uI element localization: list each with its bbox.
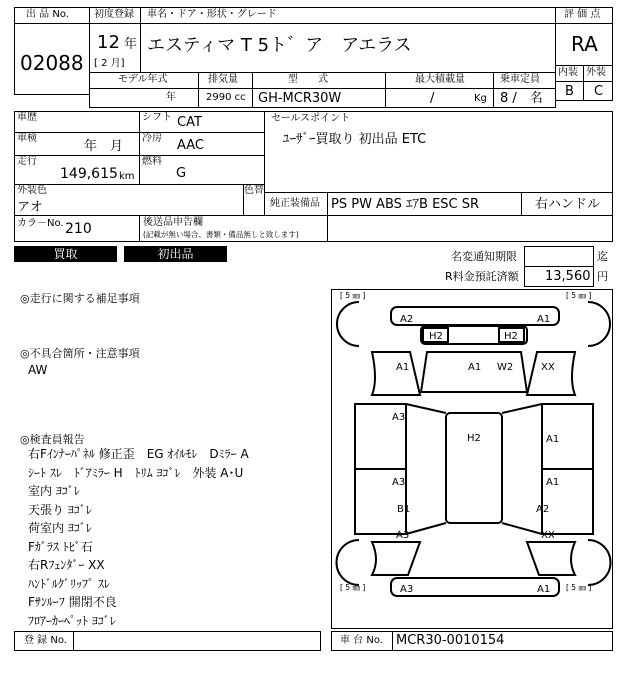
mark-rear-bumper-left: A3 [400,584,414,595]
fuel: G [176,166,187,181]
displacement: 2990 cc [206,92,246,103]
wheel-arc-icon [337,302,359,346]
mark-front-door-right: A1 [546,434,560,445]
sales-point-label: セールスポイント [271,113,351,124]
mark-roof: H2 [467,433,481,444]
defects: AW [28,363,48,377]
year-unit: 年 [124,37,138,52]
lot-no-label: 出 品 No. [26,9,69,20]
reg-no-label: 登 録 No. [24,635,67,646]
shift: CAT [177,115,202,130]
inspector-line: ﾌﾛｱｰｶｰﾍﾟｯﾄ ﾖｺﾞﾚ [28,613,116,628]
car-name: エスティマ T 5ト゛ア アエラス [147,35,412,56]
ac: AAC [177,138,204,153]
front-bumper [391,307,559,325]
inspector-line: ﾊﾝﾄﾞﾙｸﾞﾘｯﾌﾟ ｽﾚ [28,576,110,591]
rear-fender-right [527,542,575,575]
inspection-value: 年 月 [84,139,124,154]
mark-windshield: W2 [497,362,514,373]
exterior-label: 外装 [586,67,606,78]
inspector-line: 室内 ﾖｺﾞﾚ [28,484,80,498]
mark-rear-bumper-right: A1 [537,584,551,595]
inspector-line: 右Rﾌｪﾝﾀﾞｰ XX [28,558,105,572]
car-diagram [331,289,613,629]
rating: RA [571,32,598,56]
mark-bumper-front-left: A2 [400,314,414,325]
capacity: 8 / 名 [500,91,543,106]
tire-bottom-left: [ 5 ㎜ ] [340,583,366,592]
recycle-unit: 円 [597,270,608,283]
history-label: 車歴 [17,112,37,123]
sales-point: ﾕｰｻﾞｰ買取り 初出品 ETC [283,132,427,147]
roof [446,413,502,523]
exterior-grade: C [594,84,604,99]
recycle-value: 13,560 [545,269,591,284]
first-reg-label: 初度登録 [94,9,134,20]
mark-front-fender-left: A1 [396,362,410,373]
model-code-label: 型 式 [288,74,328,85]
mark-rear-right-lower: A2 [536,504,550,515]
tire-top-right: [ 5 ㎜ ] [566,291,592,300]
max-load-label: 最大積載量 [415,74,465,85]
interior-label: 内装 [558,67,578,78]
ext-color: アオ [17,200,43,215]
inspector-line: 荷室内 ﾖｺﾞﾚ [28,521,92,535]
lot-no: 02088 [20,51,84,75]
rear-fender-left [372,542,420,575]
mark-rear-fender-left: A3 [396,530,410,541]
wheel-arc-icon [588,302,610,346]
name-change-box [524,246,594,267]
wheel-arc-icon [588,540,611,585]
interior-grade: B [565,84,574,99]
inspection-label: 車検 [17,133,37,144]
capacity-label: 乗車定員 [500,74,540,85]
inspector-label: ◎検査員報告 [20,433,85,446]
color-no-label: カラ－No. [17,218,64,229]
mark-hood: A1 [468,362,482,373]
tire-bottom-right: [ 5 ㎜ ] [566,583,592,592]
inspector-line: Fｻﾝﾙｰﾌ 開閉不良 [28,595,117,609]
mark-rear-fender-right: XX [541,530,555,541]
car-name-label: 車名・ドア・形状・グレード [147,9,277,20]
reg-month: [ 2 月] [94,58,125,69]
recycle-label: R料金預託済額 [445,270,519,283]
ext-color-label: 外装色 [17,185,47,196]
genuine-label: 純正装備品 [270,198,320,209]
tag-purchase: 買取 [14,246,117,262]
mileage: 149,615 [60,166,118,182]
mark-bumper-front-right: A1 [537,314,551,325]
post-reg-extra-box [327,215,613,242]
rear-bumper [391,578,559,596]
recolor-label: 色替 [244,185,264,196]
max-load: / [430,91,435,106]
color-no: 210 [65,221,92,237]
displacement-label: 排気量 [208,74,238,85]
name-change-unit: 迄 [597,250,608,263]
reg-no-box [73,631,321,651]
defects-label: ◎不具合箇所・注意事項 [20,347,140,360]
inspector-line: 右Fｲﾝﾅｰﾊﾟﾈﾙ 修正歪 EG ｵｲﾙﾓﾚ Dﾐﾗｰ A [28,447,249,461]
model-year-unit: 年 [166,92,176,103]
mark-rear-door-right: A1 [546,477,560,488]
inspector-lines [28,445,328,630]
driving-notes-label: ◎走行に関する補足事項 [20,292,140,305]
rating-label: 評 価 点 [564,9,601,20]
model-code: GH-MCR30W [258,91,342,106]
mark-rear-door-left: A3 [392,477,406,488]
post-reg-note: (記載が無い場合、書類・備品無しと致します) [143,230,299,239]
mark-front-door-left: A3 [392,412,406,423]
ac-label: 冷房 [142,133,162,144]
wheel-arc-icon [337,540,360,585]
tag-first-listing: 初出品 [124,246,227,262]
inspector-line: 天張り ﾖｺﾞﾚ [28,502,92,517]
mileage-unit: km [119,171,135,182]
chassis-label: 車 台 No. [340,635,383,646]
post-reg-label: 後送品申告欄 [143,217,203,228]
front-fender-right [527,352,575,395]
inspector-line: ｼｰﾄ ｽﾚ ﾄﾞｱﾐﾗｰ H ﾄﾘﾑ ﾖｺﾞﾚ 外装 A･U [28,465,244,480]
fuel-label: 燃料 [142,156,162,167]
name-change-label: 名変通知期限 [451,250,517,263]
model-year-box [89,88,199,108]
chassis-no: MCR30-0010154 [396,633,505,648]
shift-label: シフト [142,112,172,123]
inspector-line: Fｶﾞﾗｽ ﾄﾋﾞ石 [28,539,93,554]
steering: 右ハンドル [535,197,601,212]
mileage-label: 走行 [17,156,37,167]
reg-year: 12 [97,32,120,53]
model-year-label: モデル年式 [118,74,168,85]
mark-rear-left-lower: B1 [397,504,411,515]
mark-headlight-right: H2 [504,331,518,342]
max-load-unit: Kg [474,93,487,104]
mark-front-fender-right: XX [541,362,555,373]
equipment: PS PW ABS ｴｱB ESC SR [331,197,480,212]
ext-color-box [14,184,244,216]
mark-headlight-left: H2 [429,331,443,342]
front-fender-left [372,352,420,395]
tire-top-left: [ 5 ㎜ ] [340,291,366,300]
